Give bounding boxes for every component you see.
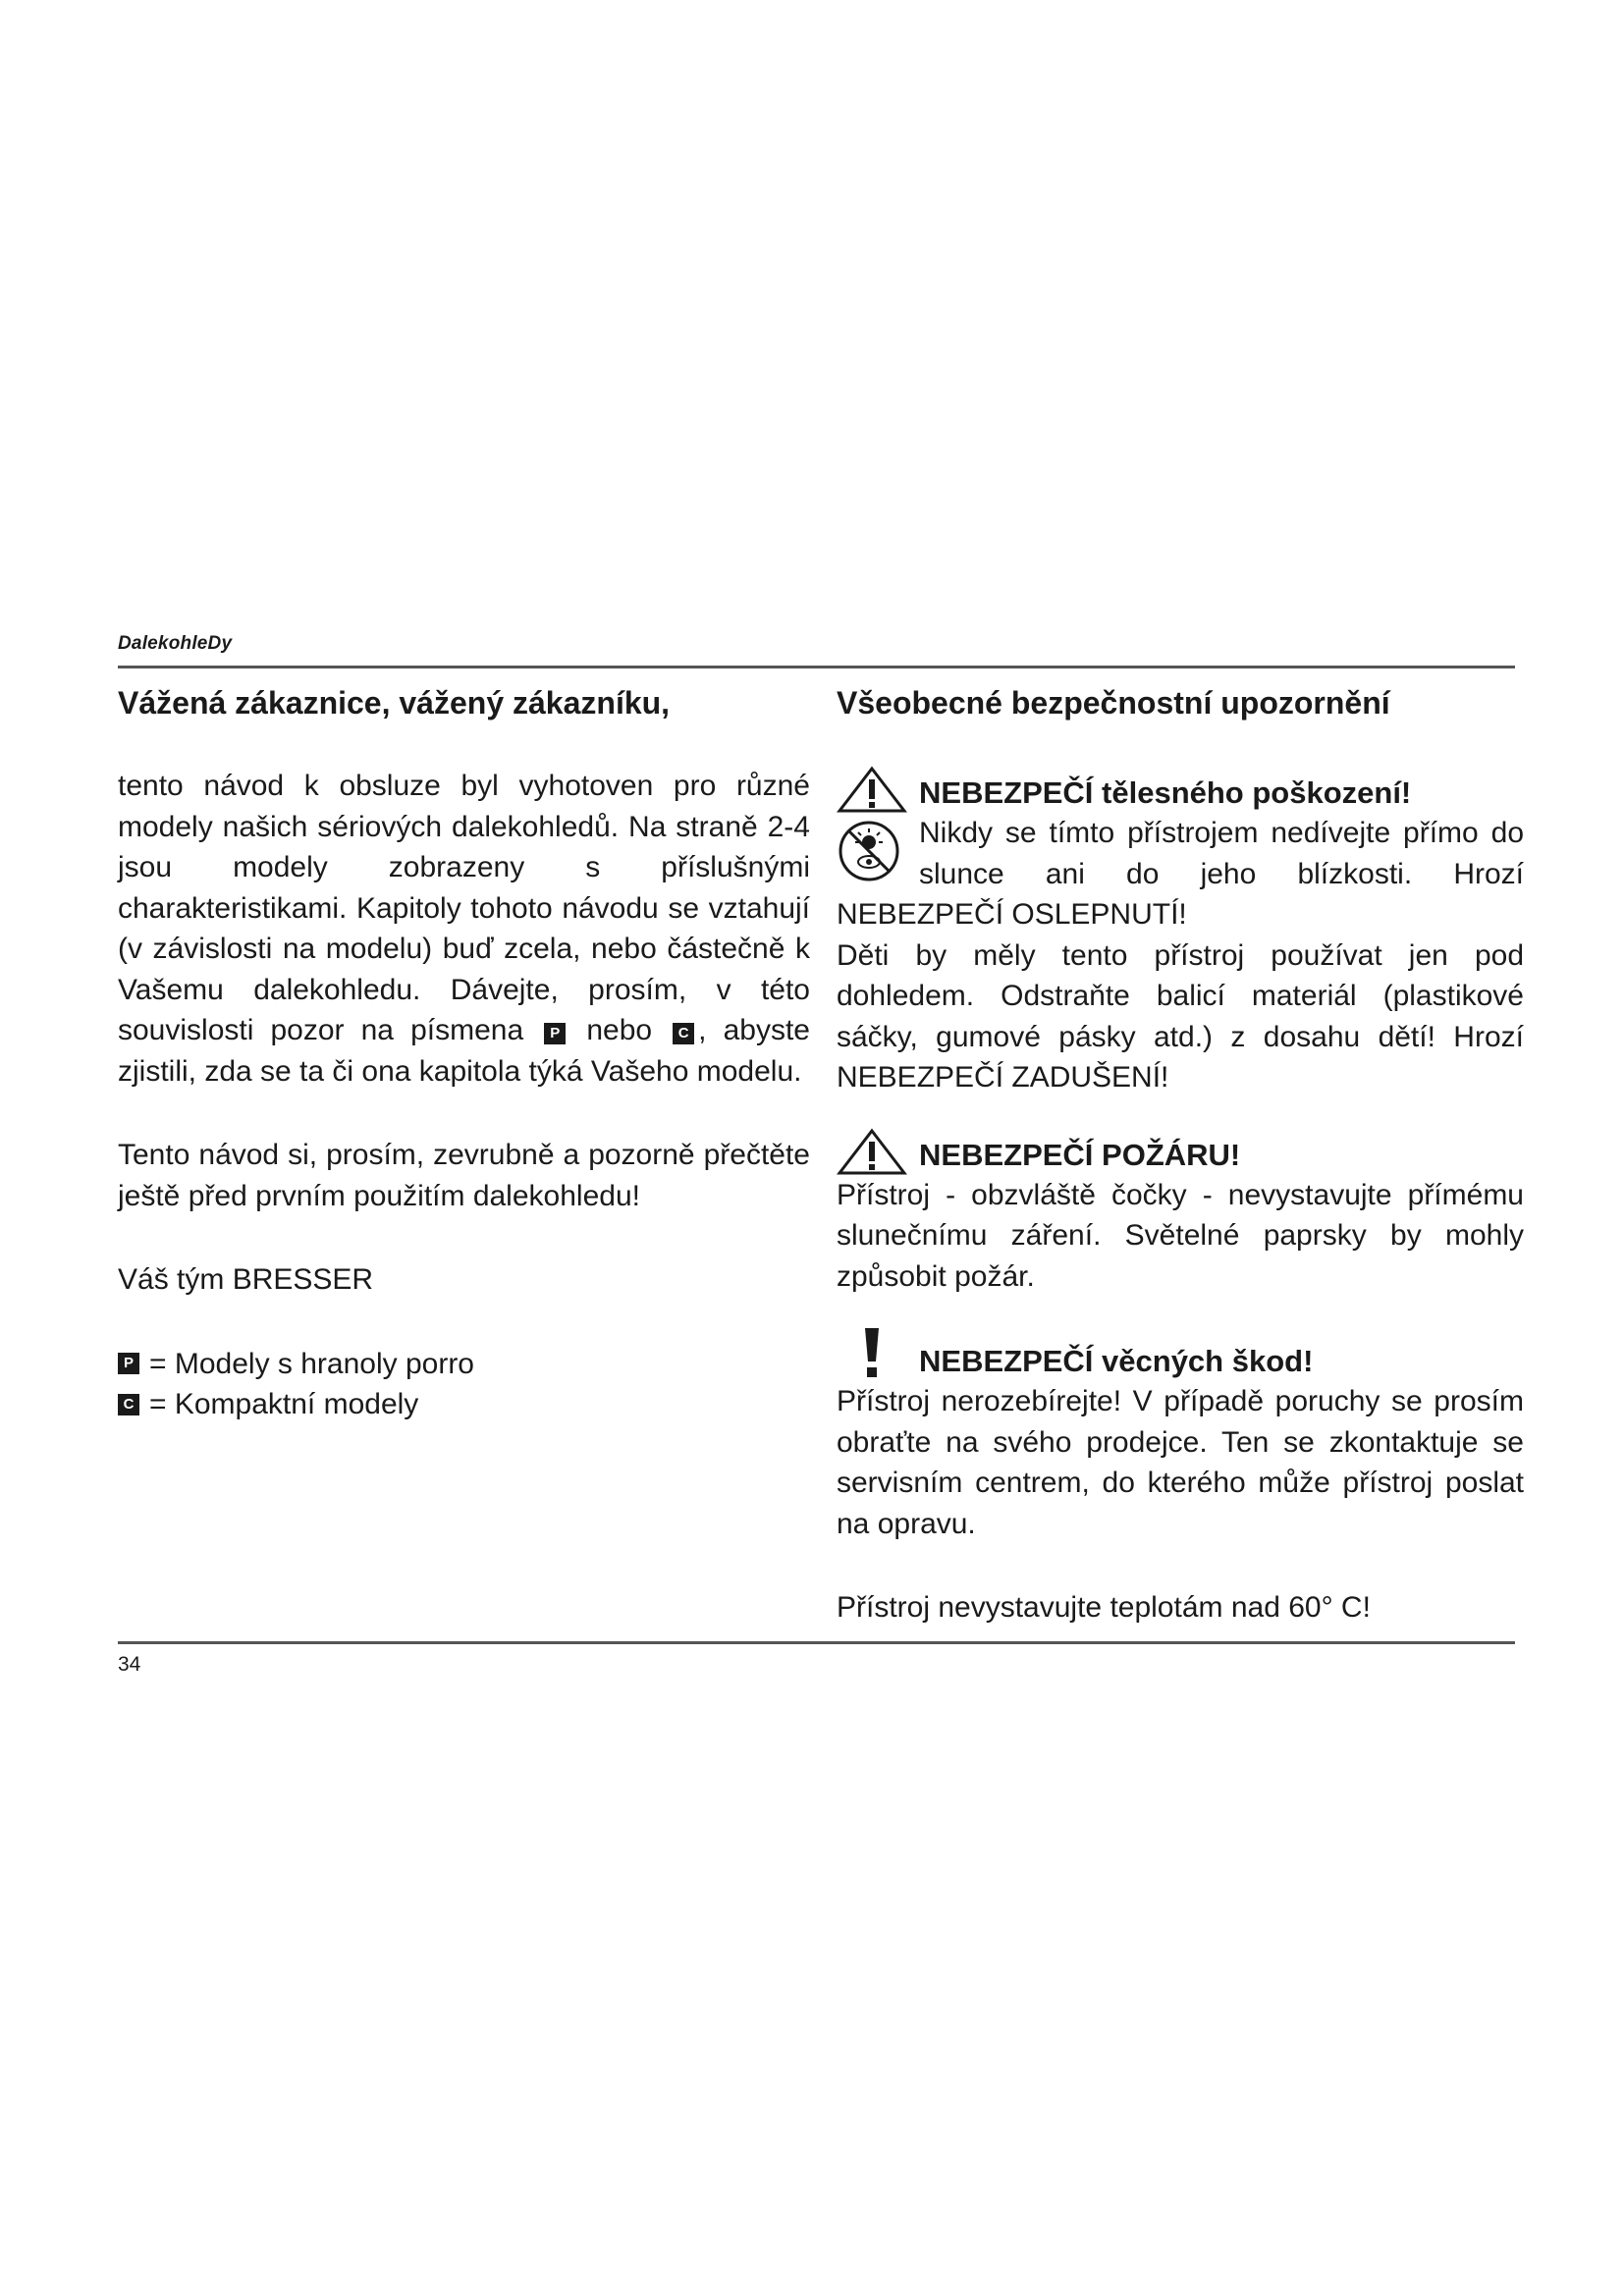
legend-item-compact: [118, 1384, 810, 1425]
warning-injury-text1: Nikdy se tímto přístrojem nedívejte přímo do slunce ani do jeho blízkosti. Hrozí NEBEZPEČÍ OSLEPNUTÍ!: [837, 817, 1524, 931]
warning-children-text: Děti by měly tento přístroj používat jen pod dohledem. Odstraňte balicí materiál (plastikové sáčky, gumové pásky atd.) z dosahu dětí! Hrozí NEBEZPEČÍ ZADUŠENÍ!: [837, 938, 1524, 1094]
warning-triangle-icon: [837, 1128, 907, 1175]
legend-text-porro: = Modely s hranoly porro: [149, 1347, 474, 1380]
intro-text-c: , abyste zjistili, zda se ta či ona kapitola týká Vašeho modelu.: [118, 1014, 810, 1088]
left-column: [118, 683, 810, 1425]
legend-badge-c: C: [118, 1394, 139, 1415]
right-column: [837, 683, 1524, 1629]
footer-rule: [118, 1641, 1515, 1644]
warning-fire-title: NEBEZPEČÍ POŽÁRU!: [919, 1137, 1241, 1172]
warning-fire-header: [837, 1128, 1524, 1175]
safety-heading: Všeobecné bezpečnostní upozornění: [837, 685, 1390, 721]
warning-triangle-icon: [837, 766, 907, 813]
warning-damage-title: NEBEZPEČÍ věcných škod!: [919, 1344, 1314, 1378]
header-rule: [118, 666, 1515, 668]
read-instructions-paragraph: Tento návod si, prosím, zevrubně a pozorně přečtěte ještě před prvním použitím dalekohledu!: [118, 1139, 810, 1212]
model-legend: [118, 1344, 810, 1425]
badge-p: P: [544, 1023, 566, 1044]
no-sun-viewing-icon: [837, 819, 901, 883]
exclamation-icon: [837, 1326, 907, 1381]
legend-badge-p: P: [118, 1353, 139, 1374]
intro-text-a: tento návod k obsluze byl vyhotoven pro různé modely našich sériových dalekohledů. Na straně 2-4 jsou modely zobrazeny s příslušnými charakteristikami. Kapitoly tohoto návodu se vztahují (v závislosti na modelu) buď zcela, nebo částečně k Vašemu dalekohledu. Dávejte, prosím, v této souvislosti pozor na písmena: [118, 770, 810, 1046]
legend-text-compact: = Kompaktní modely: [149, 1388, 419, 1420]
warning-damage: [837, 1326, 1524, 1629]
badge-c: C: [673, 1023, 694, 1044]
legend-item-porro: [118, 1344, 810, 1385]
page-number: 34: [118, 1653, 141, 1676]
warning-injury-title: NEBEZPEČÍ tělesného poškození!: [919, 775, 1412, 810]
intro-text-b: nebo: [586, 1014, 653, 1046]
warning-fire: [837, 1128, 1524, 1298]
warning-injury-header: [837, 766, 1524, 813]
warning-fire-text: Přístroj - obzvláště čočky - nevystavujte přímému slunečnímu záření. Světelné paprsky by mohly způsobit požár.: [837, 1178, 1524, 1293]
warning-damage-text: Přístroj nerozebírejte! V případě poruchy se prosím obraťte na svého prodejce. Ten se zkontaktuje se servisním centrem, do kterého může přístroj poslat na opravu.: [837, 1385, 1524, 1540]
greeting-heading: Vážená zákaznice, vážený zákazníku,: [118, 685, 671, 721]
warning-damage-header: [837, 1326, 1524, 1381]
warning-injury: [837, 766, 1524, 1098]
warning-injury-text: [837, 813, 1524, 935]
intro-paragraph: [118, 766, 810, 1092]
warning-temperature-text: Přístroj nevystavujte teplotám nad 60° C!: [837, 1591, 1371, 1624]
running-header: DalekohleDy: [118, 633, 233, 654]
signature: Váš tým BRESSER: [118, 1263, 374, 1296]
